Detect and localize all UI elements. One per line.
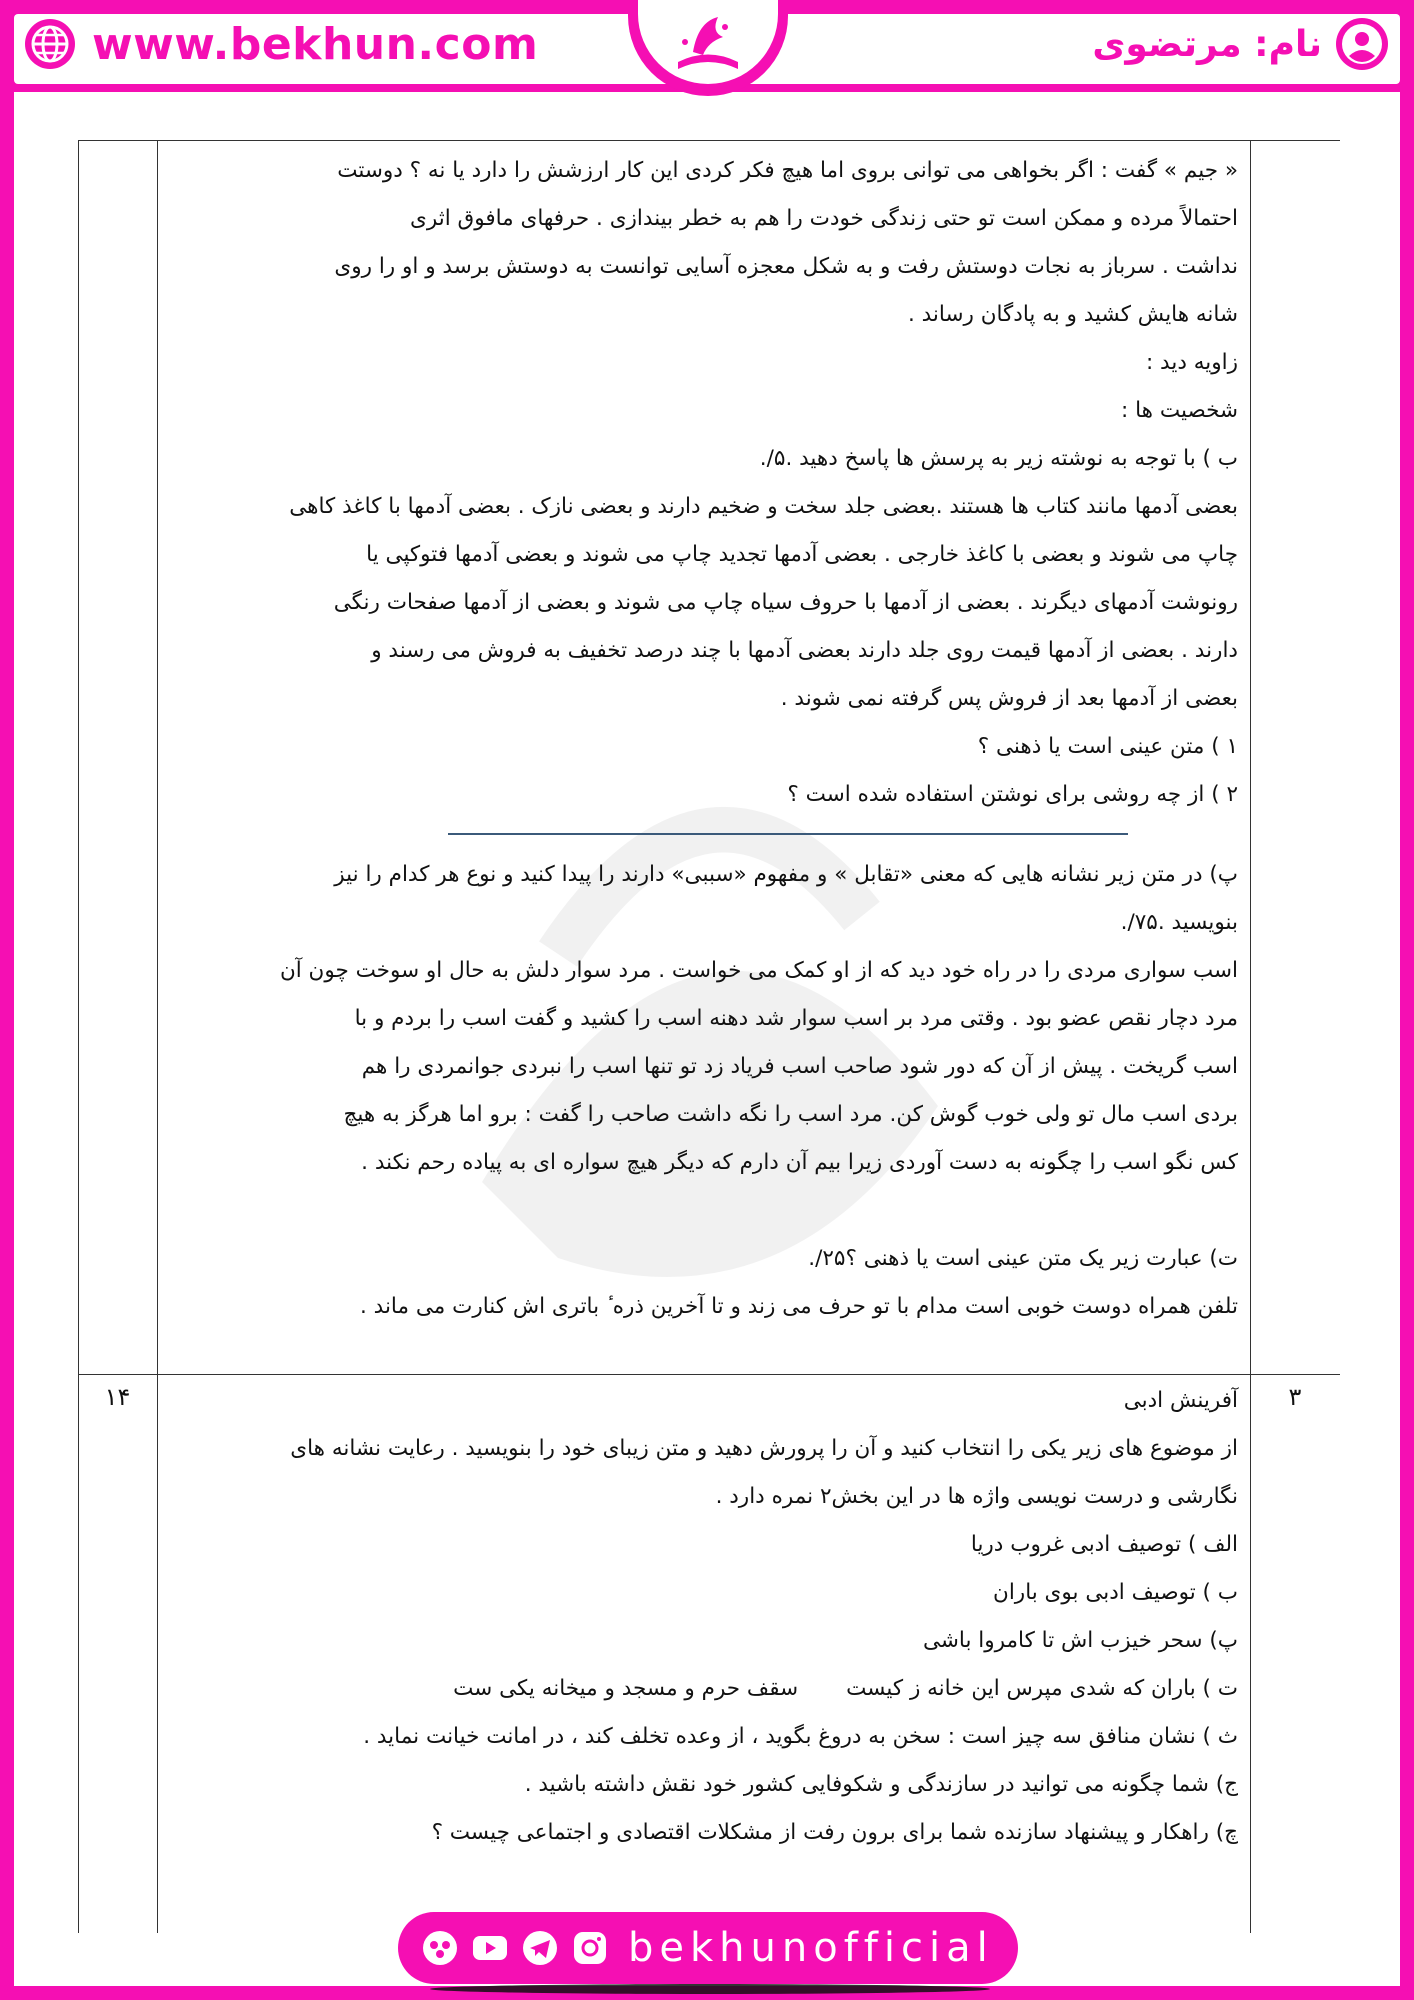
text-line: بعضی از آدمها بعد از فروش پس گرفته نمی شوند . xyxy=(780,686,1238,711)
row-divider xyxy=(78,1374,1340,1375)
part-b-question-1: ۱ ) متن عینی است یا ذهنی ؟ xyxy=(977,734,1238,759)
text-line: احتمالاً مرده و ممکن است تو حتی زندگی خودت را هم به خطر بیندازی . حرفهای مافوق اثری xyxy=(410,206,1238,231)
text-line: نداشت . سرباز به نجات دوستش رفت و به شکل معجزه آسایی توانست به دوستش برسد و او را روی xyxy=(334,254,1238,279)
user-icon xyxy=(1334,16,1390,72)
part-p-title: پ) در متن زیر نشانه هایی که معنی «تقابل » و مفهوم «سببی» دارند را پیدا کنید و نوع هر کدام را نیز xyxy=(334,862,1238,887)
topic-j: ج) شما چگونه می توانید در سازندگی و شکوفایی کشور خود نقش داشته باشید . xyxy=(524,1772,1238,1797)
topic-b: ب ) توصیف ادبی بوی باران xyxy=(993,1580,1238,1605)
podcast-icon[interactable] xyxy=(420,1928,460,1968)
topic-p: پ) سحر خیزب اش تا کامروا باشی xyxy=(922,1628,1238,1653)
part-b-question-2: ۲ ) از چه روشی برای نوشتن استفاده شده است ؟ xyxy=(787,782,1238,807)
question-title: آفرینش ادبی xyxy=(1123,1388,1238,1413)
text-line: رونوشت آدمهای دیگرند . بعضی از آدمها با حروف سیاه چاپ می شوند و بعضی از آدمها صفحات رنگی xyxy=(333,590,1238,615)
instagram-icon[interactable] xyxy=(570,1928,610,1968)
student-name-block xyxy=(1092,16,1390,72)
part-t-text: تلفن همراه دوست خوبی است مدام با تو حرف می زند و تا آخرین ذره ٔ باتری اش کنارت می ماند . xyxy=(359,1294,1238,1319)
text-line: شانه هایش کشید و به پادگان رساند . xyxy=(907,302,1238,327)
poem-hemistich-2: سقف حرم و مسجد و میخانه یکی ست xyxy=(453,1676,799,1701)
telegram-icon[interactable] xyxy=(520,1928,560,1968)
question-number: ۳ xyxy=(1288,1383,1302,1411)
header-bar xyxy=(0,0,1414,92)
youtube-icon[interactable] xyxy=(470,1928,510,1968)
instruction-line: نگارشی و درست نویسی واژه ها در این بخش۲ نمره دارد . xyxy=(715,1484,1238,1509)
part-t-title: ت) عبارت زیر یک متن عینی است یا ذهنی ؟۲۵/. xyxy=(808,1246,1238,1271)
footer-shadow xyxy=(430,1984,990,1994)
text-line: « جیم » گفت : اگر بخواهی می توانی بروی اما هیچ فکر کردی این کار ارزشش را دارد یا نه ؟ دوستت xyxy=(337,158,1238,183)
instruction-line: از موضوع های زیر یکی را انتخاب کنید و آن را پرورش دهید و متن زیبای خود را بنویسید . رعایت نشانه های xyxy=(290,1436,1238,1461)
question-3-block xyxy=(168,1377,1238,1857)
topic-s: ث ) نشان منافق سه چیز است : سخن به دروغ بگوید ، از وعده تخلف کند ، در امانت خیانت نماید . xyxy=(363,1724,1238,1749)
social-footer xyxy=(398,1912,1018,1984)
book-logo-icon xyxy=(663,7,753,77)
brand-logo xyxy=(638,0,778,84)
score-column-border xyxy=(157,141,158,1933)
text-line: اسب سواری مردی را در راه خود دید که از او کمک می خواست . مرد سوار دلش به حال او سوخت چون آن xyxy=(279,958,1238,983)
question-2-continued xyxy=(168,147,1238,819)
text-line: مرد دچار نقص عضو بود . وقتی مرد بر اسب سوار شد دهنه اسب را کشید و گفت اسب را بردم و با xyxy=(354,1006,1238,1031)
question-score: ۱۴ xyxy=(104,1383,131,1411)
text-line: چاپ می شوند و بعضی با کاغذ خارجی . بعضی آدمها تجدید چاپ می شوند و بعضی آدمها فتوکپی یا xyxy=(366,542,1238,567)
point-of-view-prompt: زاویه دید : xyxy=(1145,350,1238,375)
topic-alef: الف ) توصیف ادبی غروب دریا xyxy=(970,1532,1238,1557)
table-border-left xyxy=(78,141,79,1933)
part-b-title: ب ) با توجه به نوشته زیر به پرسش ها پاسخ دهید .۵/. xyxy=(759,446,1238,471)
poem-hemistich-1: ت ) باران که شدی مپرس این خانه ز کیست xyxy=(846,1676,1238,1701)
exam-table xyxy=(78,140,1340,1933)
text-line: بعضی آدمها مانند کتاب ها هستند .بعضی جلد سخت و ضخیم دارند و بعضی نازک . بعضی آدمها با کاغذ کاهی xyxy=(289,494,1238,519)
student-name: نام: مرتضوی xyxy=(1092,23,1322,65)
topic-t xyxy=(168,1665,1238,1713)
part-p-title: بنویسید .۷۵/. xyxy=(1120,910,1238,935)
number-column-border xyxy=(1250,141,1251,1933)
topic-ch: چ) راهکار و پیشنهاد سازنده شما برای برون رفت از مشکلات اقتصادی و اجتماعی چیست ؟ xyxy=(431,1820,1238,1845)
text-line: بردی اسب مال تو ولی خوب گوش کن. مرد اسب را نگه داشت صاحب را گفت : برو اما هرگز به هیچ xyxy=(343,1102,1238,1127)
globe-icon xyxy=(22,16,78,72)
website-block[interactable] xyxy=(22,16,538,72)
text-line: اسب گریخت . پیش از آن که دور شود صاحب اسب فریاد زد تو تنها اسب را نبردی جوانمردی را هم xyxy=(361,1054,1238,1079)
characters-prompt: شخصیت ها : xyxy=(1121,398,1238,423)
text-line: کس نگو اسب را چگونه به دست آوردی زیرا بیم آن دارم که دیگر هیچ سواره ای به پیاده رحم نکند . xyxy=(361,1150,1238,1175)
blank-line xyxy=(168,1187,1238,1235)
part-p-block xyxy=(168,851,1238,1331)
website-url[interactable]: www.bekhun.com xyxy=(92,18,539,70)
section-separator xyxy=(448,833,1128,835)
social-handle[interactable]: bekhunofficial xyxy=(628,1925,994,1971)
text-line: دارند . بعضی از آدمها قیمت روی جلد دارند بعضی آدمها با چند درصد تخفیف به فروش می رسند و xyxy=(371,638,1238,663)
